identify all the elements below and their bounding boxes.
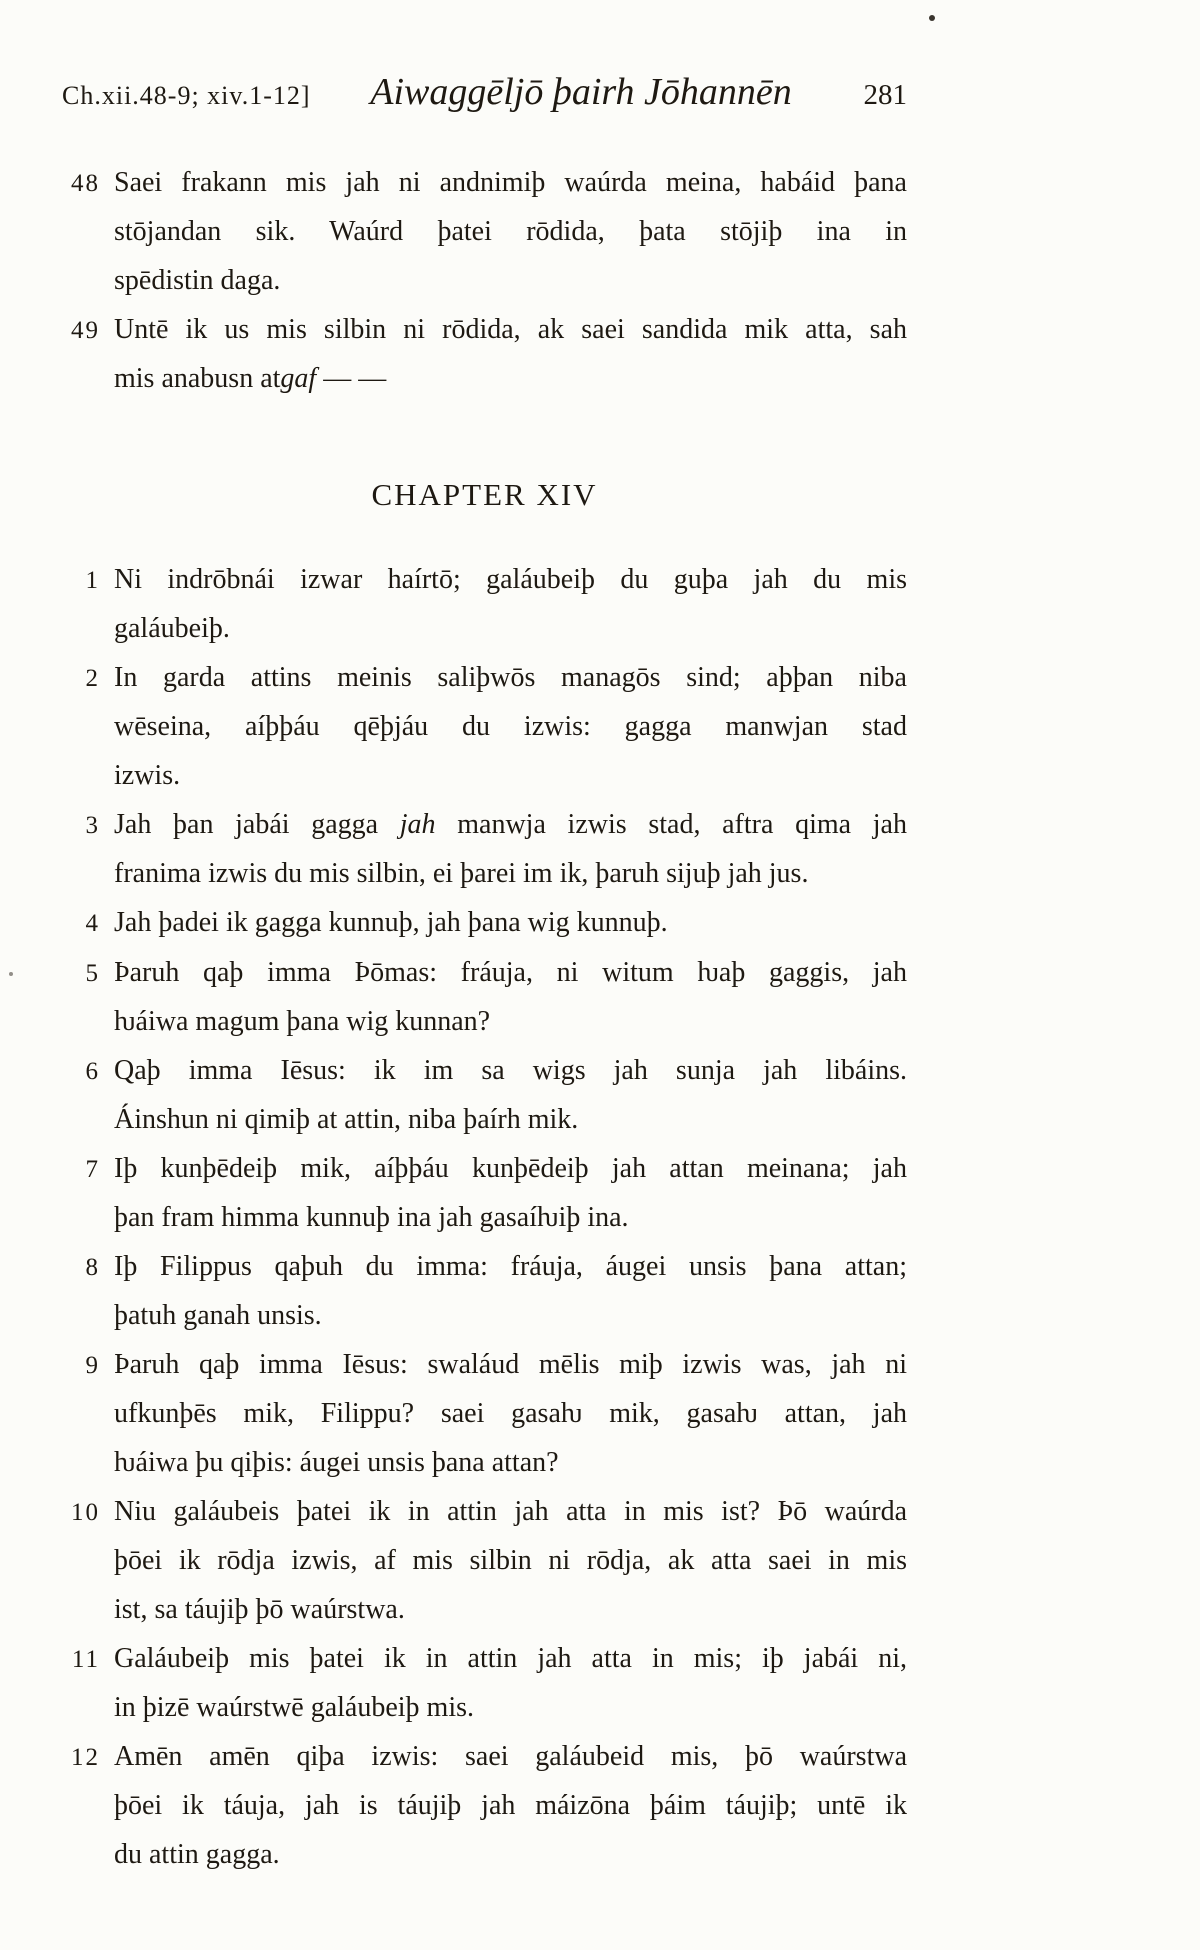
verse-row — [62, 1046, 907, 1144]
verse-text — [114, 1732, 907, 1879]
verse-text — [114, 1487, 907, 1634]
verse-text — [114, 1046, 907, 1144]
verse-text — [114, 653, 907, 800]
verse-line: Untē ik us mis silbin ni rōdida, ak saei sandida mik atta, sah — [114, 314, 907, 345]
verse-number: 11 — [71, 1646, 100, 1673]
verse-row — [62, 653, 907, 800]
verse-number: 49 — [71, 317, 100, 344]
verse-line: Þaruh qaþ imma Þōmas: fráuja, ni witum ƕaþ gaggis, jah — [114, 957, 907, 988]
text-column — [62, 70, 907, 1879]
verse-text — [114, 1144, 907, 1242]
verse-line: Jah þan jabái gagga jah manwja izwis stad, aftra qima jah — [114, 809, 907, 840]
verse-number: 48 — [71, 170, 100, 197]
verse-number: 3 — [85, 812, 100, 839]
verse-text — [114, 898, 907, 947]
verse-line: mis anabusn atgaf — — — [114, 363, 387, 394]
verse-row — [62, 555, 907, 653]
verse-number: 8 — [85, 1254, 100, 1281]
verse-line: Saei frakann mis jah ni andnimiþ waúrda meina, habáid þana — [114, 167, 907, 198]
verse-text — [114, 305, 907, 403]
verse-text — [114, 1340, 907, 1487]
verse-row — [62, 1340, 907, 1487]
verse-line: In garda attins meinis saliþwōs managōs sind; aþþan niba — [114, 662, 907, 693]
verse-line: spēdistin daga. — [114, 265, 281, 296]
verse-row — [62, 1242, 907, 1340]
verse-number: 10 — [71, 1499, 100, 1526]
verse-number: 9 — [85, 1352, 100, 1379]
verse-line: Jah þadei ik gagga kunnuþ, jah þana wig kunnuþ. — [114, 907, 668, 938]
verse-line: þōei ik táuja, jah is táujiþ jah máizōna þáim táujiþ; untē ik — [114, 1790, 907, 1821]
verse-line: izwis. — [114, 760, 181, 791]
verse-line: Þaruh qaþ imma Iēsus: swaláud mēlis miþ izwis was, jah ni — [114, 1349, 907, 1380]
verse-row — [62, 1634, 907, 1732]
verse-row — [62, 948, 907, 1046]
verse-line: stōjandan sik. Waúrd þatei rōdida, þata stōjiþ ina in — [114, 216, 907, 247]
scan-speck — [9, 972, 13, 976]
verse-line: Niu galáubeis þatei ik in attin jah atta in mis ist? Þō waúrda — [114, 1496, 907, 1527]
verse-line: galáubeiþ. — [114, 613, 230, 644]
verse-line: Áinshun ni qimiþ at attin, niba þaírh mik. — [114, 1104, 579, 1135]
running-header — [62, 70, 907, 114]
verse-text — [114, 1242, 907, 1340]
verse-line: þan fram himma kunnuþ ina jah gasaíƕiþ ina. — [114, 1202, 629, 1233]
verse-number: 4 — [85, 910, 100, 937]
verse-number: 7 — [85, 1156, 100, 1183]
verses-before-chapter — [62, 158, 907, 403]
verse-line: Galáubeiþ mis þatei ik in attin jah atta in mis; iþ jabái ni, — [114, 1643, 907, 1674]
verse-row — [62, 305, 907, 403]
verse-text — [114, 948, 907, 1046]
book-title: Aiwaggēljō þairh Jōhannēn — [370, 71, 792, 113]
verse-number: 6 — [85, 1058, 100, 1085]
verse-line: wēseina, aíþþáu qēþjáu du izwis: gagga manwjan stad — [114, 711, 907, 742]
verse-text — [114, 800, 907, 898]
verse-row — [62, 1487, 907, 1634]
verses-chapter-xiv — [62, 555, 907, 1879]
page-number: 281 — [863, 79, 907, 111]
verse-row — [62, 158, 907, 305]
verse-line: du attin gagga. — [114, 1839, 280, 1870]
verse-row — [62, 898, 907, 948]
verse-line: þōei ik rōdja izwis, af mis silbin ni rōdja, ak atta saei in mis — [114, 1545, 907, 1576]
chapter-heading: CHAPTER XIV — [371, 477, 598, 512]
verse-text — [114, 1634, 907, 1732]
verse-line: ƕáiwa magum þana wig kunnan? — [114, 1006, 491, 1037]
verse-line: Iþ Filippus qaþuh du imma: fráuja, áugei unsis þana attan; — [114, 1251, 907, 1282]
verse-line: franima izwis du mis silbin, ei þarei im ik, þaruh sijuþ jah jus. — [114, 858, 809, 889]
verse-text — [114, 158, 907, 305]
verse-line: Amēn amēn qiþa izwis: saei galáubeid mis, þō waúrstwa — [114, 1741, 907, 1772]
verse-line: Qaþ imma Iēsus: ik im sa wigs jah sunja jah libáins. — [114, 1055, 907, 1086]
verse-number: 5 — [85, 960, 100, 987]
verse-line: Ni indrōbnái izwar haírtō; galáubeiþ du guþa jah du mis — [114, 564, 907, 595]
verse-row — [62, 1144, 907, 1242]
verse-line: ufkunþēs mik, Filippu? saei gasaƕ mik, gasaƕ attan, jah — [114, 1398, 907, 1429]
chapter-verse-reference: Ch.xii.48-9; xiv.1-12] — [62, 81, 311, 110]
verse-line: in þizē waúrstwē galáubeiþ mis. — [114, 1692, 475, 1723]
verse-row — [62, 800, 907, 898]
verse-text — [114, 555, 907, 653]
verse-number: 12 — [71, 1744, 100, 1771]
verse-line: þatuh ganah unsis. — [114, 1300, 322, 1331]
verse-line: ist, sa táujiþ þō waúrstwa. — [114, 1594, 405, 1625]
verse-line: ƕáiwa þu qiþis: áugei unsis þana attan? — [114, 1447, 559, 1478]
verse-number: 1 — [85, 567, 100, 594]
verse-row — [62, 1732, 907, 1879]
verse-line: Iþ kunþēdeiþ mik, aíþþáu kunþēdeiþ jah attan meinana; jah — [114, 1153, 907, 1184]
scan-speck — [929, 15, 935, 21]
verse-number: 2 — [85, 665, 100, 692]
